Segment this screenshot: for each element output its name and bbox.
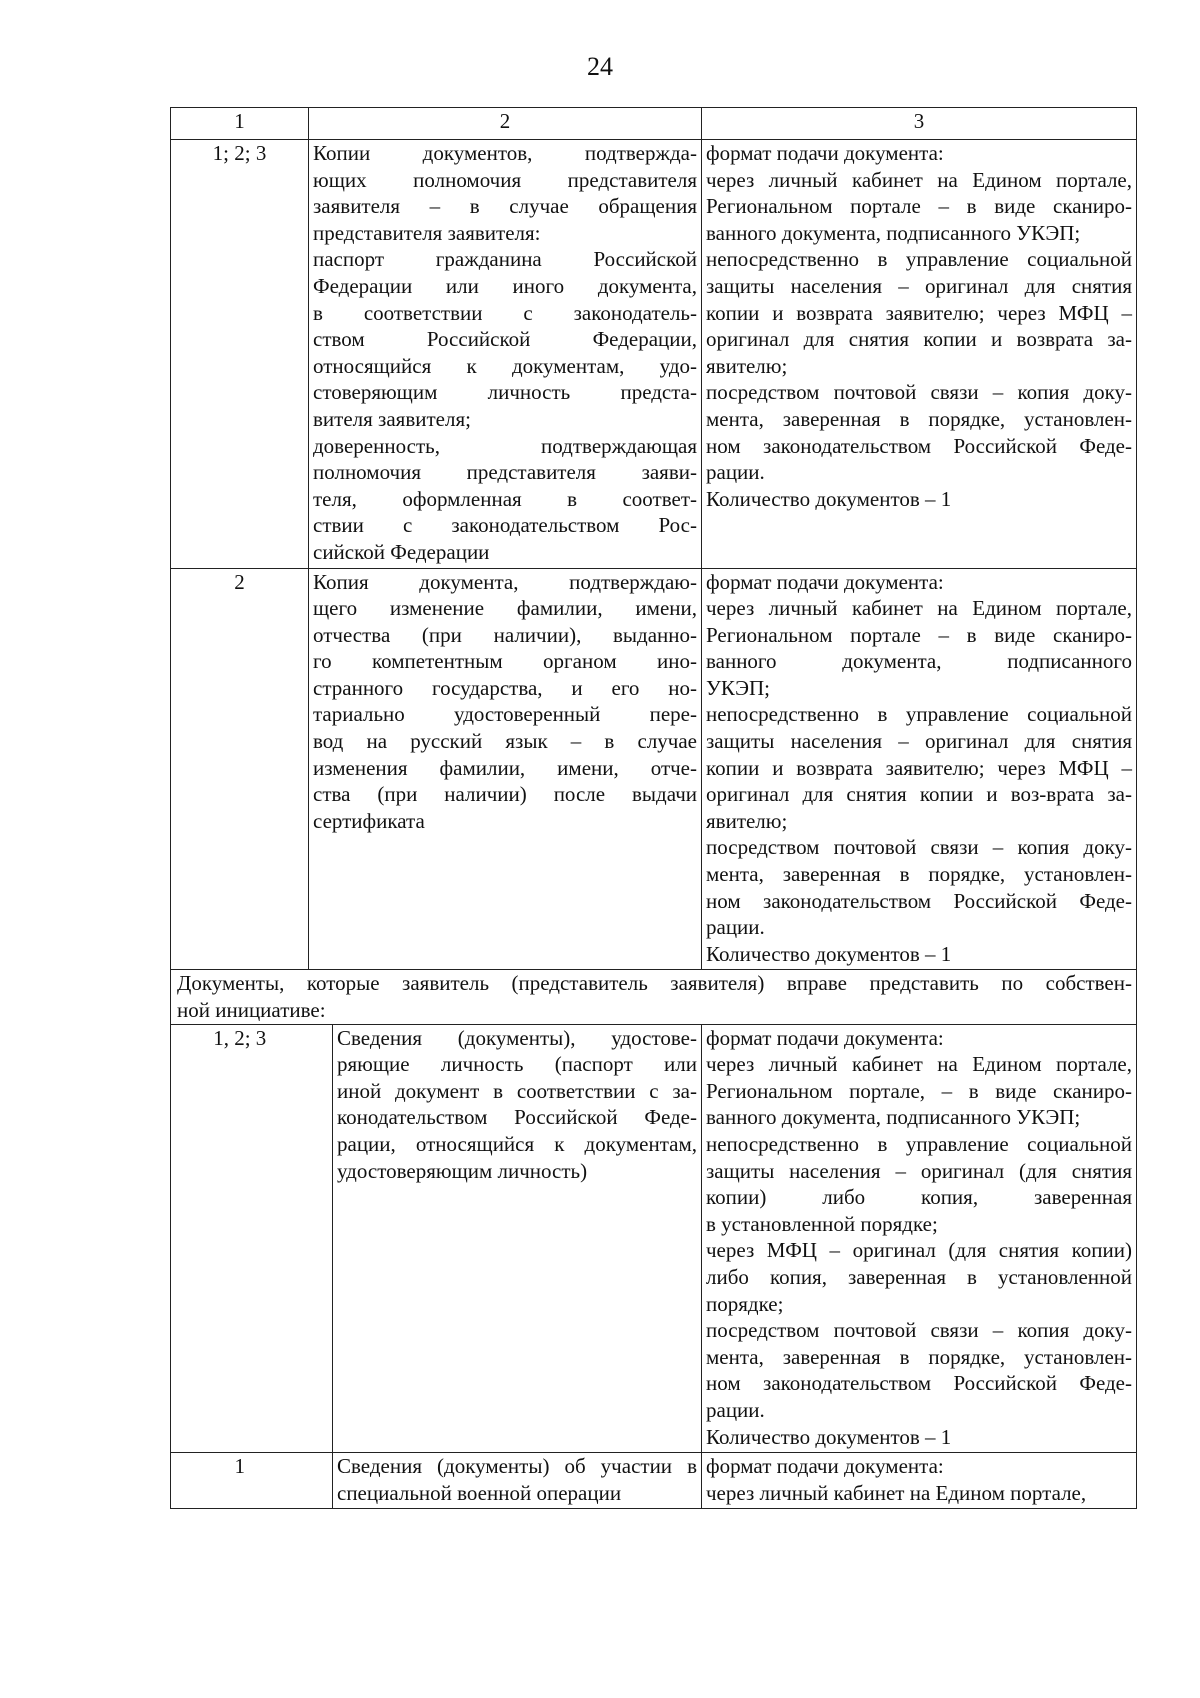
text-line: вителя заявителя;	[313, 406, 471, 431]
text-line: явителю;	[706, 353, 788, 378]
text-line: непосредственно в управление социальной	[706, 702, 1132, 727]
section-caption	[171, 970, 1137, 1024]
text-line: ном законодательством Российской Феде-	[706, 1371, 1132, 1396]
text-line: рации.	[706, 460, 765, 485]
text-line: через личный кабинет на Едином портале,	[706, 1480, 1087, 1505]
text-line: ющих полномочия представителя	[313, 167, 697, 192]
text-line: ствии с законодательством Рос-	[313, 513, 697, 538]
text-line: сийской Федерации	[313, 539, 490, 564]
text-line: стоверяющим личность предста-	[313, 380, 697, 405]
text-line: формат подачи документа:	[706, 141, 944, 165]
page-number: 24	[587, 52, 613, 81]
text-line: го компетентным органом ино-	[313, 649, 697, 674]
text-line: вод на русский язык – в случае	[313, 729, 697, 754]
text-line: ванного документа, подписанного	[706, 649, 1132, 674]
text-line: Сведения (документы) об участии в	[337, 1454, 697, 1479]
text-line: представителя заявителя:	[313, 220, 541, 245]
text-line: ванного документа, подписанного УКЭП;	[706, 220, 1081, 245]
document-description	[333, 1453, 702, 1509]
text-line: оригинал для снятия копии и возврата за-	[706, 327, 1132, 352]
text-line: мента, заверенная в порядке, установлен-	[706, 1344, 1132, 1369]
text-line: заявителя – в случае обращения	[313, 194, 697, 219]
text-line: рации, относящийся к документам,	[337, 1131, 697, 1156]
text-line: формат подачи документа:	[706, 1025, 944, 1050]
text-line: изменения фамилии, имени, отче-	[313, 755, 697, 780]
text-line: рации.	[706, 1397, 765, 1422]
table-row	[171, 1453, 1137, 1509]
header-col-1: 1	[171, 108, 309, 140]
text-line: тариально удостоверенный пере-	[313, 702, 697, 727]
text-line: специальной военной операции	[337, 1480, 622, 1505]
text-line: через личный кабинет на Едином портале,	[706, 596, 1132, 621]
text-line: в соответствии с законодатель-	[313, 300, 697, 325]
table-header-row	[171, 108, 1137, 140]
text-line: оригинал для снятия копии и воз-врата за-	[706, 782, 1132, 807]
text-line: Количество документов – 1	[706, 941, 952, 966]
text-line: доверенность, подтверждающая	[313, 433, 697, 458]
text-line: паспорт гражданина Российской	[313, 247, 697, 272]
text-line: защиты населения – оригинал (для снятия	[706, 1158, 1132, 1183]
text-line: конодательством Российской Феде-	[337, 1105, 697, 1130]
text-line: непосредственно в управление социальной	[706, 1131, 1132, 1156]
text-line: ства (при наличии) после выдачи	[313, 782, 697, 807]
text-line: Сведения (документы), удостове-	[337, 1025, 697, 1050]
table-row	[171, 140, 1137, 569]
text-line: иной документ в соответствии с за-	[337, 1078, 697, 1103]
text-line: посредством почтовой связи – копия доку-	[706, 1318, 1132, 1343]
text-line: копии) либо копия, заверенная	[706, 1185, 1132, 1210]
header-col-3: 3	[702, 108, 1137, 140]
text-line: щего изменение фамилии, имени,	[313, 596, 697, 621]
spacer-cell	[309, 1024, 333, 1453]
text-line: либо копия, заверенная в установленной	[706, 1264, 1132, 1289]
text-line: защиты населения – оригинал для снятия	[706, 729, 1132, 754]
text-line: удостоверяющим личность)	[337, 1158, 588, 1183]
text-line: ванного документа, подписанного УКЭП;	[706, 1105, 1081, 1130]
text-line: ной инициативе:	[177, 998, 326, 1022]
text-line: Количество документов – 1	[706, 1424, 952, 1449]
text-line: странного государства, и его но-	[313, 675, 697, 700]
section-caption-row	[171, 970, 1137, 1024]
text-line: через МФЦ – оригинал (для снятия копии)	[706, 1238, 1132, 1263]
text-line: порядке;	[706, 1291, 784, 1316]
text-line: копии и возврата заявителю; через МФЦ –	[706, 300, 1132, 325]
text-line: ном законодательством Российской Феде-	[706, 433, 1132, 458]
header-col-2: 2	[309, 108, 702, 140]
text-line: защиты населения – оригинал для снятия	[706, 273, 1132, 298]
row-number: 2	[171, 568, 309, 970]
row-number: 1	[171, 1453, 309, 1509]
text-line: Федерации или иного документа,	[313, 273, 697, 298]
text-line: мента, заверенная в порядке, установлен-	[706, 406, 1132, 431]
row-number: 1, 2; 3	[171, 1024, 309, 1453]
document-description	[333, 1024, 702, 1453]
text-line: относящийся к документам, удо-	[313, 353, 697, 378]
text-line: ством Российской Федерации,	[313, 327, 697, 352]
text-line: копии и возврата заявителю; через МФЦ –	[706, 755, 1132, 780]
text-line: Региональном портале, – в виде сканиро-	[706, 1078, 1132, 1103]
text-line: формат подачи документа:	[706, 1454, 944, 1479]
text-line: непосредственно в управление социальной	[706, 247, 1132, 272]
text-line: Региональном портале – в виде сканиро-	[706, 622, 1132, 647]
text-line: Количество документов – 1	[706, 486, 952, 511]
text-line: сертификата	[313, 808, 425, 833]
text-line: через личный кабинет на Едином портале,	[706, 1052, 1132, 1077]
text-line: Региональном портале – в виде сканиро-	[706, 194, 1132, 219]
text-line: теля, оформленная в соответ-	[313, 486, 697, 511]
text-line: формат подачи документа:	[706, 569, 944, 594]
text-line: полномочия представителя заяви-	[313, 460, 697, 485]
text-line: рации.	[706, 915, 765, 940]
text-line: в установленной порядке;	[706, 1211, 938, 1236]
submission-format	[702, 140, 1137, 569]
text-line: ряющие личность (паспорт или	[337, 1052, 697, 1077]
text-line: посредством почтовой связи – копия доку-	[706, 835, 1132, 860]
text-line: Копия документа, подтверждаю-	[313, 569, 697, 594]
submission-format	[702, 1024, 1137, 1453]
document-description	[309, 568, 702, 970]
text-line: Документы, которые заявитель (представитель заявителя) вправе представить по собствен-	[177, 971, 1132, 996]
text-line: явителю;	[706, 808, 788, 833]
text-line: посредством почтовой связи – копия доку-	[706, 380, 1132, 405]
row-number: 1; 2; 3	[171, 140, 309, 569]
documents-table	[170, 107, 1137, 1509]
submission-format	[702, 568, 1137, 970]
table-row	[171, 1024, 1137, 1453]
text-line: мента, заверенная в порядке, установлен-	[706, 862, 1132, 887]
text-line: отчества (при наличии), выданно-	[313, 622, 697, 647]
table-row	[171, 568, 1137, 970]
submission-format	[702, 1453, 1137, 1509]
document-description	[309, 140, 702, 569]
text-line: УКЭП;	[706, 675, 770, 700]
spacer-cell	[309, 1453, 333, 1509]
text-line: через личный кабинет на Едином портале,	[706, 167, 1132, 192]
text-line: ном законодательством Российской Феде-	[706, 888, 1132, 913]
text-line: Копии документов, подтвержда-	[313, 141, 697, 165]
